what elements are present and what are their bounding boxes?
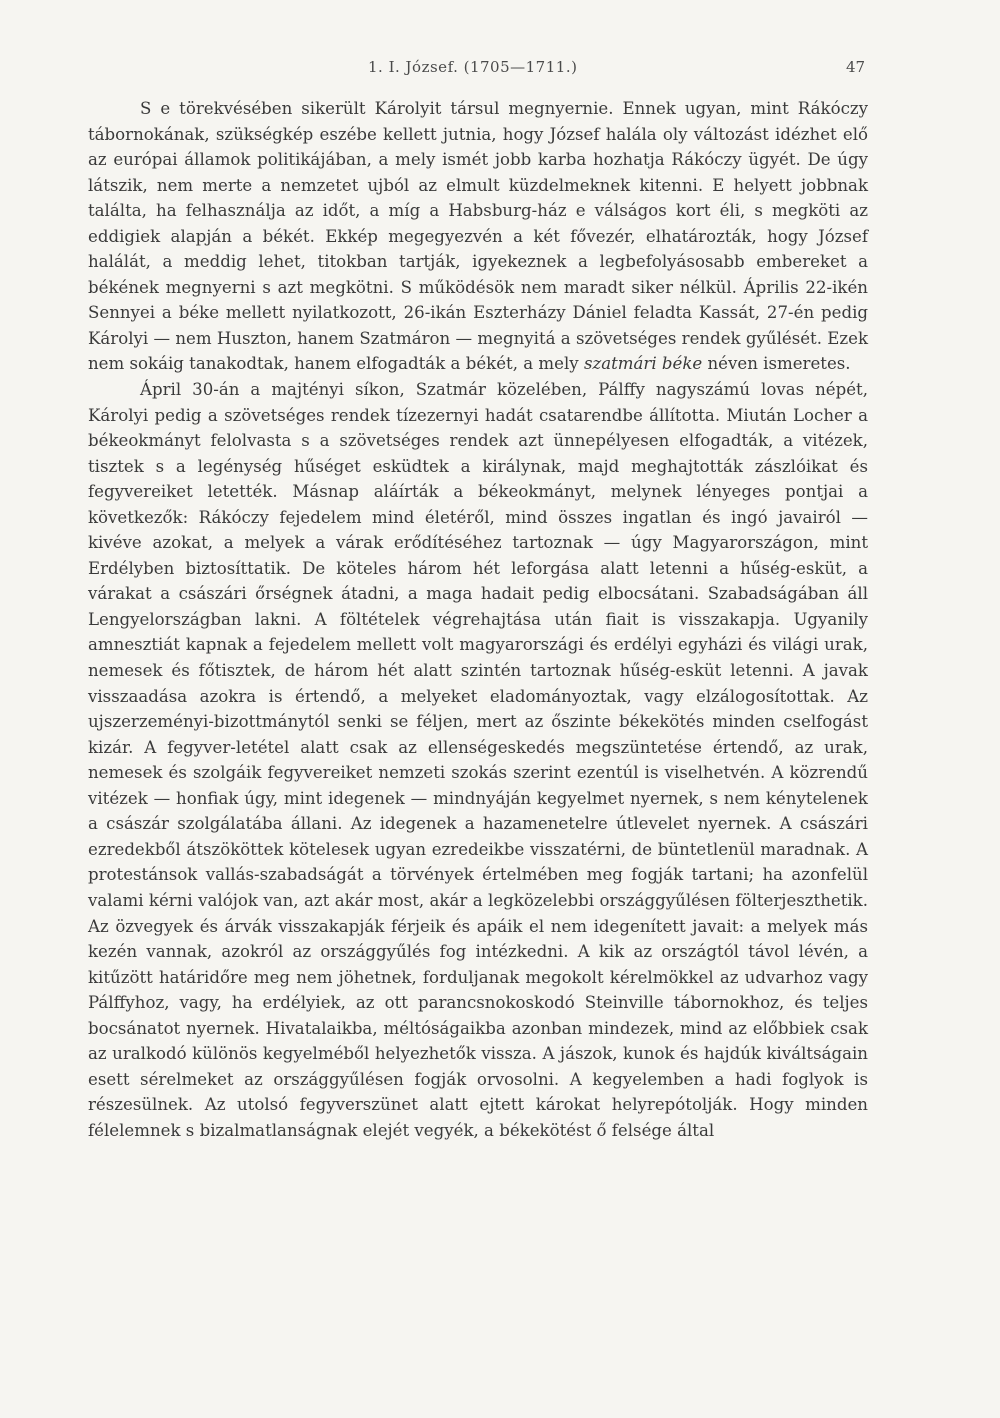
- running-title: 1. I. József. (1705—1711.): [368, 58, 578, 76]
- paragraph-2: Ápril 30-án a majtényi síkon, Szatmár közelében, Pálffy nagyszámú lovas népét, Károlyi pedig a szövetséges rendek tízezernyi hadát csatarendbe állította. Miután Locher a békeokmányt felolvasta s a szövetséges rendek azt ünnepélyesen elfogadták, a vitézek, tisztek s a legénység hűséget esküdtek a királynak, majd meghajtották zászlóikat és fegyvereiket letették. Másnap aláírták a békeokmányt, melynek lényeges pontjai a következők: Rákóczy fejedelem mind életéről, mind összes ingatlan és ingó javairól — kivéve azokat, a melyek a várak erődítéséhez tartoznak — úgy Magyarországon, mint Erdélyben biztosíttatik. De köteles három hét leforgása alatt letenni a hűség-esküt, a várakat a császári őrségnek átadni, a maga hadait pedig elbocsátani. Szabadságában áll Lengyelországban lakni. A föltételek végrehajtása után fiait is visszakapja. Ugyanily amnesztiát kapnak a fejedelem mellett volt magyarországi és erdélyi egyházi és világi urak, nemesek és főtisztek, de három hét alatt szintén tartoznak hűség-esküt letenni. A javak visszaadása azokra is értendő, a melyeket eladományoztak, vagy elzálogosítottak. Az ujszerzeményi-bizottmánytól senki se féljen, mert az őszinte békekötés minden cselfogást kizár. A fegyver-letétel alatt csak az ellenségeskedés megszüntetése értendő, az urak, nemesek és szolgáik fegyvereiket nemzeti szokás szerint ezentúl is viselhetvén. A közrendű vitézek — honfiak úgy, mint idegenek — mindnyáján kegyelmet nyernek, s nem kénytelenek a császár szolgálatába állani. Az idegenek a hazamenetelre útlevelet nyernek. A császári ezredekből átszököttek kötelesek ugyan ezredeikbe visszatérni, de büntetlenül maradnak. A protestánsok vallás-szabadságát a törvények értelmében meg fogják tartani; ha azonfelül valami kérni valójok van, azt akár most, akár a legközelebbi országgyűlésen fölterjeszthetik. Az özvegyek és árvák visszakapják férjeik és apáik el nem idegenített javait: a melyek más kezén vannak, azokról az országgyűlés fog intézkedni. A kik az országtól távol lévén, a kitűzött határidőre meg nem jöhetnek, forduljanak megokolt kérelmökkel az udvarhoz vagy Pálffyhoz, vagy, ha erdélyiek, az ott parancsnokoskodó Steinville tábornokhoz, és teljes bocsánatot nyernek. Hivatalaikba, méltóságaikba azonban mindezek, mind az előbbiek csak az uralkodó különös kegyelméből helyezhetők vissza. A jászok, kunok és hajdúk kiváltságain esett sérelmeket az országgyűlésen fogják orvosolni. A kegyelemben a hadi foglyok is részesülnek. Az utolsó fegyverszünet alatt ejtett károkat helyrepótolják. Hogy minden félelemnek s bizalmatlanságnak elejét vegyék, a békekötést ő felsége által: [88, 380, 868, 1140]
- page-header: [0, 58, 1000, 84]
- paragraph-1: [88, 96, 868, 377]
- italic-term: szatmári béke: [583, 354, 703, 374]
- paragraph-1-end: néven ismeretes.: [707, 354, 851, 374]
- paragraph-1-text: S e törekvésében sikerült Károlyit társul megnyernie. Ennek ugyan, mint Rákóczy tábornokának, szükségkép eszébe kellett jutnia, hogy József halála oly változást idézhet elő az európai államok politikájában, a mely ismét jobb karba hozhatja Rákóczy ügyét. De úgy látszik, nem merte a nemzetet ujból az elmult küzdelmeknek kitenni. E helyett jobbnak találta, ha felhasználja az időt, a míg a Habsburg-ház e válságos kort éli, s megköti az eddigiek alapján a békét. Ekkép megegyezvén a két fővezér, elhatározták, hogy József halálát, a meddig lehet, titokban tartják, igyekeznek a legbefolyásosabb embereket a békének megnyerni s azt megkötni. S működésök nem maradt siker nélkül. Április 22-ikén Sennyei a béke mellett nyilatkozott, 26-ikán Eszterházy Dániel feladta Kassát, 27-én pedig Károlyi — nem Huszton, hanem Szatmáron — megnyitá a szövetséges rendek gyűlését. Ezek nem sokáig tanakodtak, hanem elfogadták a békét, a mely: [88, 99, 868, 374]
- page-number: 47: [846, 58, 866, 76]
- body-text: [88, 96, 868, 1143]
